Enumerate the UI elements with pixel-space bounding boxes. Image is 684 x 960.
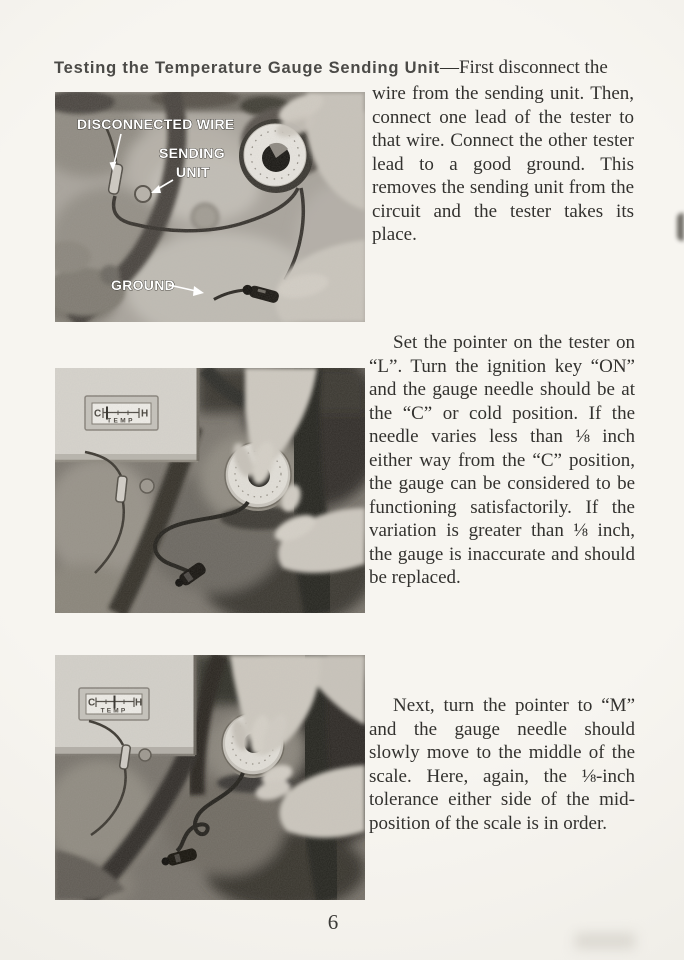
section-heading [54, 57, 644, 79]
paragraph-pointer-L-test: Set the pointer on the tester on “L”. Turn the ignition key “ON” and the gauge needle should be at the “C” or cold position. If the needle varies less than ⅛ inch either way from the “C” position, the gauge can be considered to be functioning satisfactorily. If the variation is greater than ⅛ inch, the gauge is inaccurate and should be replaced. [369, 332, 635, 588]
label-ground: GROUND [111, 277, 176, 293]
label-sending-unit-line2: UNIT [176, 164, 210, 180]
section-heading-title: Testing the Temperature Gauge Sending Unit [54, 59, 440, 77]
photo-tester-connections [55, 92, 365, 322]
section-heading-lead-in: —First disconnect the [439, 57, 608, 78]
photo-tester-set-L [55, 368, 365, 613]
photo-tester-set-M [55, 655, 365, 900]
scan-smudge-bottom [575, 933, 635, 949]
scan-smudge-right [677, 213, 684, 241]
label-disconnected-wire: DISCONNECTED WIRE [77, 116, 235, 132]
page-number: 6 [327, 910, 339, 934]
paragraph-pointer-M-test: Next, turn the pointer to “M” and the gauge needle should slowly move to the middle of the scale. Here, again, the ⅛-inch tolerance either side of the mid-position of the scale is in order. [369, 695, 635, 834]
paragraph-connect-tester: wire from the sending unit. Then, connect one lead of the tester to that wire. Connect the other tester lead to a good ground. This removes the sending unit from the circuit and the tester takes its place. [372, 83, 634, 245]
label-sending-unit-line1: SENDING [159, 145, 225, 161]
